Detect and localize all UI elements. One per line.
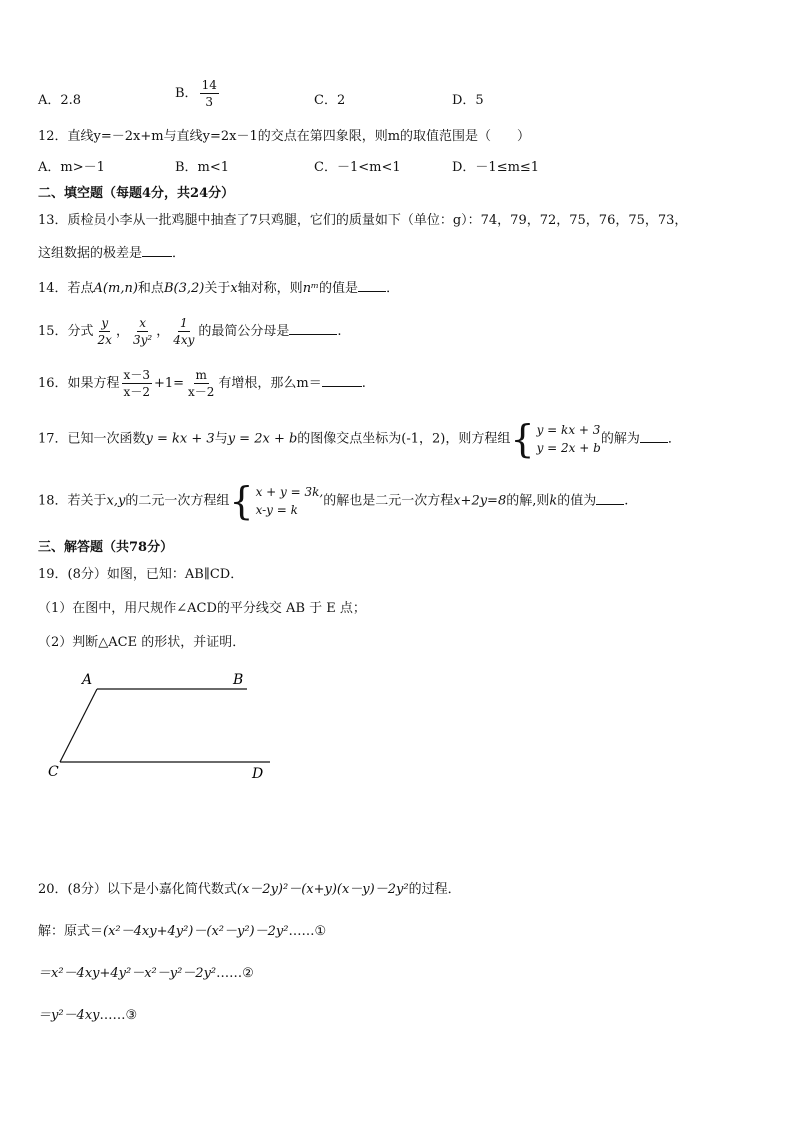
label-d: D	[252, 766, 264, 782]
left-brace: {	[510, 417, 535, 461]
q12-option-d: D．－1≤m≤1	[452, 160, 540, 175]
step-expression: (x²－4xy+4y²)－(x²－y²)－2y²	[103, 924, 289, 939]
q20-step3	[38, 1004, 137, 1023]
q15-suffix: 的最简公分母是	[198, 324, 290, 339]
q20-step2	[38, 962, 254, 981]
q18-prefix: 18．若关于	[38, 493, 107, 509]
step-prefix: 解：原式＝	[38, 924, 104, 939]
q18: 18．若关于x,y的二元一次方程组 { x + y = 3k, x-y = k 的解也是二元一次方程x+2y=8的解,则k的值为 .	[38, 479, 629, 523]
q14: 14．若点A(m,n)和点B(3,2)关于x轴对称，则nᵐ的值是 ．	[38, 281, 400, 296]
q11-option-c: C．2	[314, 93, 346, 108]
step-mark: ……①	[288, 924, 327, 939]
axis-name: x	[230, 281, 238, 296]
frac-num: 1	[179, 316, 188, 330]
frac-num: m	[195, 368, 207, 382]
section-fill-in-title: 二、填空题（每题4分，共24分）	[38, 186, 235, 201]
left-brace: {	[229, 479, 254, 523]
function-1: y = kx + 3	[145, 431, 215, 447]
q12-option-b: B．m<1	[175, 160, 230, 175]
q15: 15．分式 $\frac{y}{2x}$ ， $\frac{x}{\text{3y²}}$ ， $\frac{1}{4xy}$ 的最简公分母是 .	[38, 316, 342, 347]
q20-stem	[38, 878, 461, 897]
q20-step1	[38, 920, 326, 939]
q19-part1: （1）在图中，用尺规作∠ACD的平分线交 AB 于 E 点；	[38, 601, 366, 616]
q14-text: 和点	[137, 281, 164, 296]
q12-stem: 12．直线y=－2x+m与直线y=2x－1的交点在第四象限，则m的取值范围是（ ）	[38, 129, 531, 144]
function-2: y = 2x + b	[227, 431, 298, 447]
segment-ac	[60, 689, 97, 762]
frac-num: 14	[201, 78, 217, 92]
q11-option-a: A．2.8	[38, 93, 82, 108]
equation: x+2y=8	[453, 493, 507, 509]
variable-k: k	[549, 493, 558, 509]
step-expression: ＝x²－4xy+4y²－x²－y²－2y²	[38, 966, 217, 981]
frac-num: x	[139, 316, 146, 330]
q12-option-c: C．－1<m<1	[314, 160, 401, 175]
frac-den: 2x	[97, 333, 112, 347]
label-a: A	[82, 672, 93, 688]
q19-part2: （2）判断△ACE 的形状，并证明．	[38, 635, 246, 650]
q14-text: 关于	[204, 281, 231, 296]
frac-den: x－2	[123, 385, 150, 399]
q16-suffix: 有增根，那么m＝	[218, 376, 322, 391]
q16-text: +1=	[153, 376, 185, 391]
option-b-prefix: B．	[175, 86, 198, 101]
frac-den: 3y²	[132, 333, 153, 347]
expression: (x－2y)²－(x+y)(x－y)－2y²	[236, 882, 409, 897]
label-b: B	[233, 672, 244, 688]
point-b: B(3,2)	[163, 281, 205, 296]
frac-num: y	[101, 316, 109, 330]
q17-text: 的图像交点坐标为(-1，2)，则方程组	[297, 431, 511, 447]
q12-option-a: A．m>－1	[38, 160, 105, 175]
section-answer-title: 三、解答题（共78分）	[38, 540, 174, 555]
q15-prefix: 15．分式	[38, 324, 94, 339]
q17-prefix: 17．已知一次函数	[38, 431, 146, 447]
q18-suffix: 的值为	[557, 493, 597, 509]
q11-option-d: D．5	[452, 93, 484, 108]
q17-suffix: 的解为	[600, 431, 640, 447]
frac-den: 4xy	[173, 333, 195, 347]
q13-line2: 这组数据的极差是 ．	[38, 246, 186, 261]
step-expression: ＝y²－4xy	[38, 1008, 100, 1023]
q18-text: 的解,则	[506, 493, 550, 509]
q14-suffix: 的值是	[319, 281, 359, 296]
q13-text: 这组数据的极差是	[38, 246, 143, 261]
q17: 17．已知一次函数y = kx + 3与y = 2x + b的图像交点坐标为(-1，2)，则方程组 { y = kx + 3 y = 2x + b 的解为 ．	[38, 417, 681, 461]
q18-text: 的二元一次方程组	[125, 493, 230, 509]
q14-text: 轴对称，则	[237, 281, 303, 296]
step-mark: ……③	[99, 1008, 138, 1023]
power-expression: nᵐ	[302, 281, 320, 296]
q17-text: 与	[214, 431, 228, 447]
frac-den: 3	[205, 95, 214, 109]
variables: x,y	[106, 493, 126, 509]
q16: 16．如果方程 $\frac{x-3}{x-2}$ +1= $\frac{m}{x-2}$ 有增根，那么m＝ .	[38, 368, 366, 399]
q13-line1: 13．质检员小李从一批鸡腿中抽查了7只鸡腿，它们的质量如下（单位：g）：74，79，72，75，76，75，73，	[38, 213, 688, 228]
q19-stem: 19．(8分）如图，已知：AB∥CD．	[38, 567, 244, 582]
label-c: C	[48, 764, 59, 780]
equation: x + y = 3k,	[255, 485, 324, 499]
step-mark: ……②	[216, 966, 254, 981]
equation: x-y = k	[255, 503, 298, 517]
q18-text: 的解也是二元一次方程	[323, 493, 454, 509]
frac-den: x－2	[188, 385, 215, 399]
q20-suffix: 的过程．	[408, 882, 461, 897]
equation: y = 2x + b	[536, 441, 601, 455]
q14-prefix: 14．若点	[38, 281, 94, 296]
point-a: A(m,n)	[93, 281, 138, 296]
equation: y = kx + 3	[536, 423, 601, 437]
frac-num: x－3	[123, 368, 150, 382]
q16-prefix: 16．如果方程	[38, 376, 120, 391]
q20-prefix: 20．(8分）以下是小嘉化简代数式	[38, 882, 237, 897]
